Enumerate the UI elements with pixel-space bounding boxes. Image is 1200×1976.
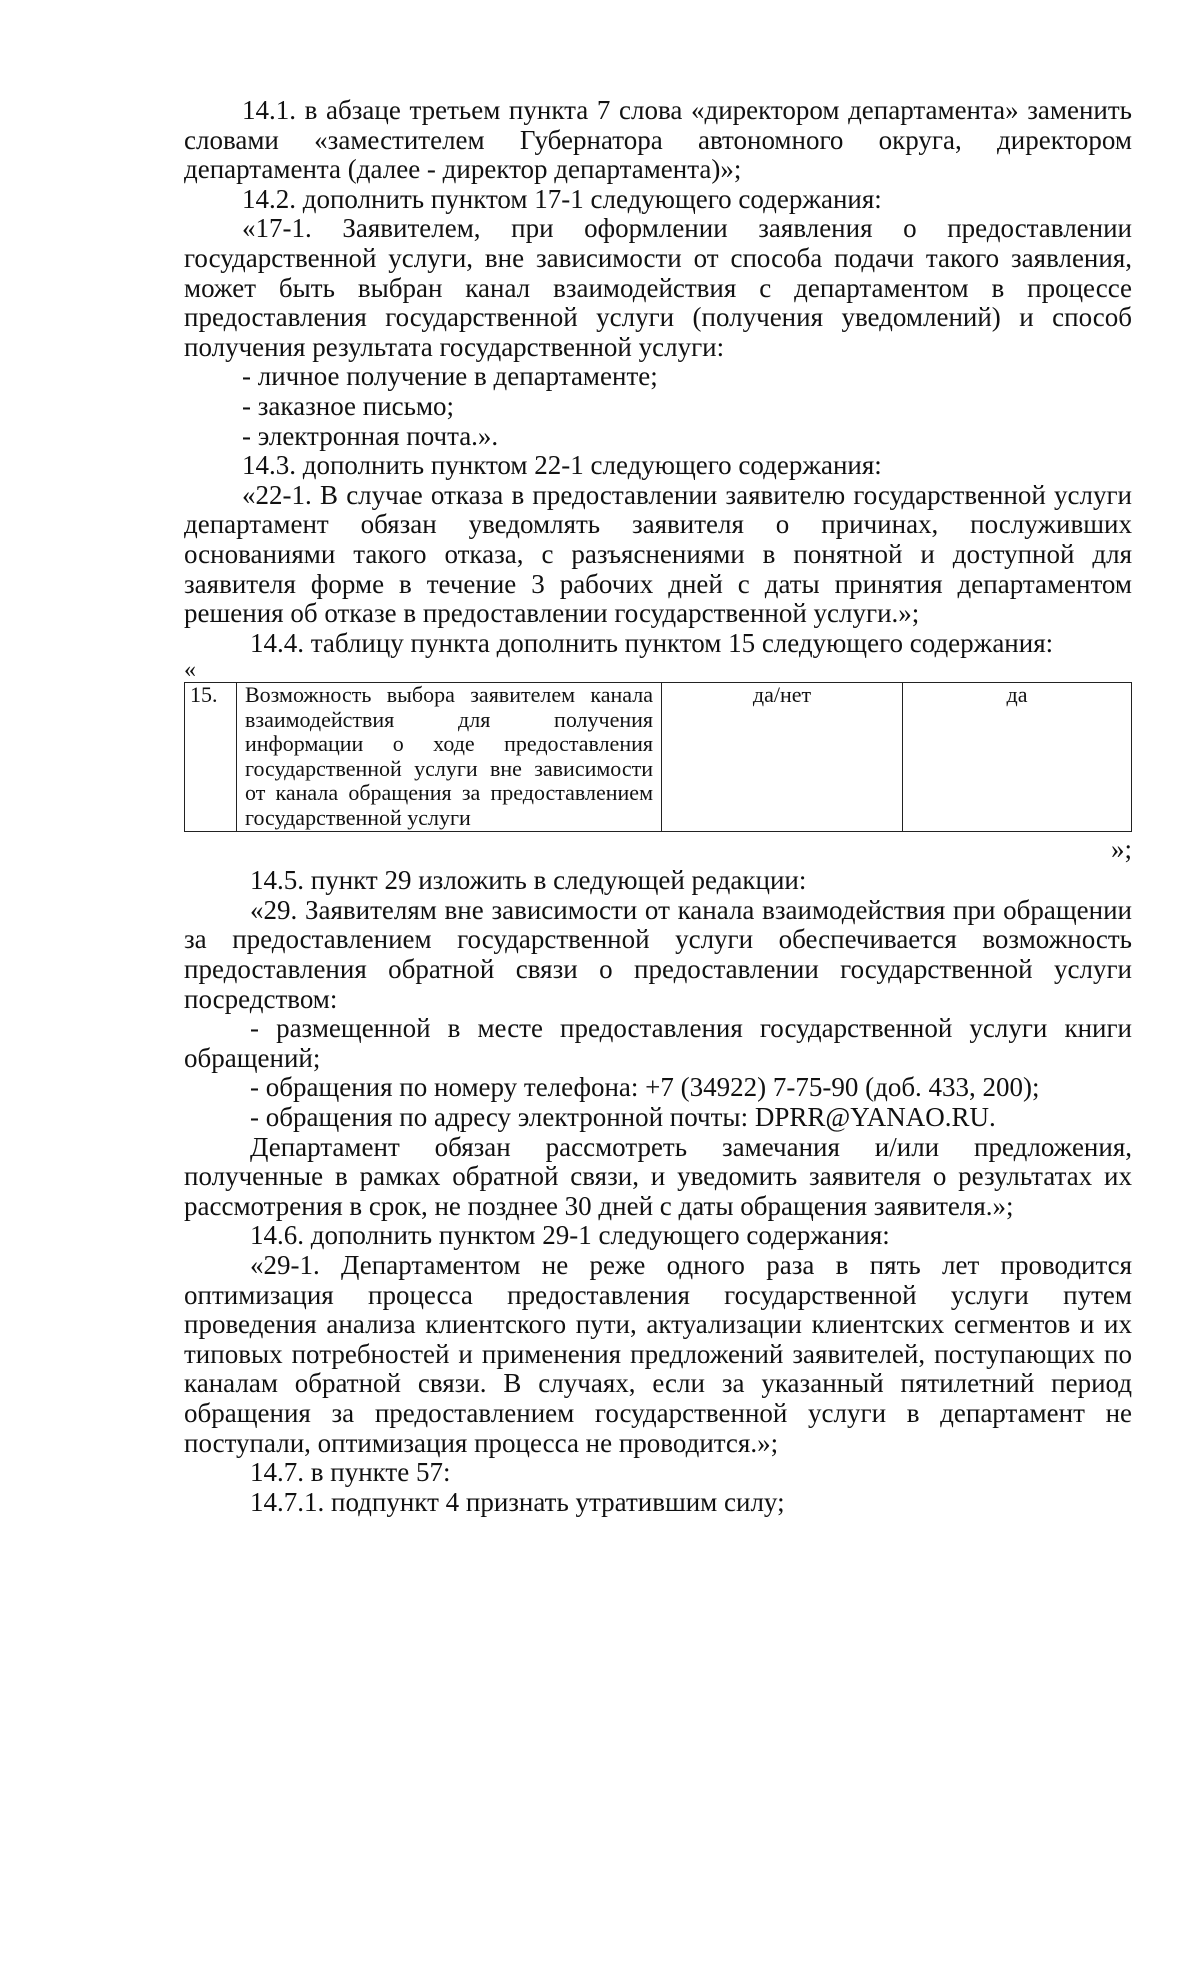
list-item-email-address: - обращения по адресу электронной почты: DPRR@YANAO.RU.	[250, 1102, 996, 1133]
list-item-email: - электронная почта.».	[242, 420, 499, 451]
paragraph-department-obligation: Департамент обязан рассмотреть замечания и/или предложения, полученные в рамках обратной связи, и уведомить заявителя о результатах их рассмотрения в срок, не позднее 30 дней с даты обращения заявителя.»;	[184, 1131, 1132, 1221]
paragraph-14-2: 14.2. дополнить пунктом 17-1 следующего содержания:	[242, 183, 882, 214]
list-item-registered-letter: - заказное письмо;	[242, 390, 455, 421]
table-row	[185, 683, 1132, 832]
paragraph-29: «29. Заявителям вне зависимости от канала взаимодействия при обращении за предоставлением государственной услуги обеспечивается возможность предоставления обратной связи о предоставлении государственной услуги посредством:	[184, 894, 1132, 1014]
quote-open-mark: «	[184, 657, 196, 684]
paragraph-14-5: 14.5. пункт 29 изложить в следующей редакции:	[250, 865, 807, 896]
paragraph-14-4: 14.4. таблицу пункта дополнить пунктом 15 следующего содержания:	[250, 627, 1054, 658]
list-item-phone: - обращения по номеру телефона: +7 (34922) 7-75-90 (доб. 433, 200);	[250, 1072, 1040, 1103]
paragraph-14-7: 14.7. в пункте 57:	[250, 1457, 451, 1488]
paragraph-14-7-1: 14.7.1. подпункт 4 признать утратившим силу;	[250, 1486, 785, 1517]
amendment-table	[184, 682, 1132, 832]
table-cell-description: Возможность выбора заявителем канала взаимодействия для получения информации о ходе предоставления государственной услуги вне зависимости от канала обращения за предоставлением государственной услуги	[237, 683, 662, 832]
paragraph-22-1: «22-1. В случае отказа в предоставлении заявителю государственной услуги департамент обязан уведомлять заявителя о причинах, послуживших основаниями такого отказа, с разъяснениями в понятной и доступной для заявителя форме в течение 3 рабочих дней с даты принятия департаментом решения об отказе в предоставлении государственной услуги.»;	[184, 479, 1132, 629]
paragraph-14-6: 14.6. дополнить пунктом 29-1 следующего содержания:	[250, 1220, 890, 1251]
list-item-book: - размещенной в месте предоставления государственной услуги книги обращений;	[184, 1013, 1132, 1073]
table-cell-unit: да/нет	[662, 683, 903, 832]
table-cell-number: 15.	[185, 683, 237, 832]
table-cell-value: да	[903, 683, 1132, 832]
list-item-personal-receipt: - личное получение в департаменте;	[242, 361, 658, 392]
paragraph-29-1: «29-1. Департаментом не реже одного раза в пять лет проводится оптимизация процесса предоставления государственной услуги путем проведения анализа клиентского пути, актуализации клиентских сегментов и их типовых потребностей и применения предложений заявителей, поступающих по каналам обратной связи. В случаях, если за указанный пятилетний период обращения за предоставлением государственной услуги в департамент не поступали, оптимизация процесса не проводится.»;	[184, 1250, 1132, 1458]
paragraph-14-1: 14.1. в абзаце третьем пункта 7 слова «директором департамента» заменить словами «заместителем Губернатора автономного округа, директором департамента (далее - директор департамента)»;	[184, 95, 1132, 185]
quote-close-mark: »;	[1110, 834, 1132, 865]
paragraph-17-1: «17-1. Заявителем, при оформлении заявления о предоставлении государственной услуги, вне зависимости от способа подачи такого заявления, может быть выбран канал взаимодействия с департаментом в процессе предоставления государственной услуги (получения уведомлений) и способ получения результата государственной услуги:	[184, 213, 1132, 362]
document-body	[184, 96, 1132, 1517]
paragraph-14-3: 14.3. дополнить пунктом 22-1 следующего содержания:	[242, 450, 882, 481]
